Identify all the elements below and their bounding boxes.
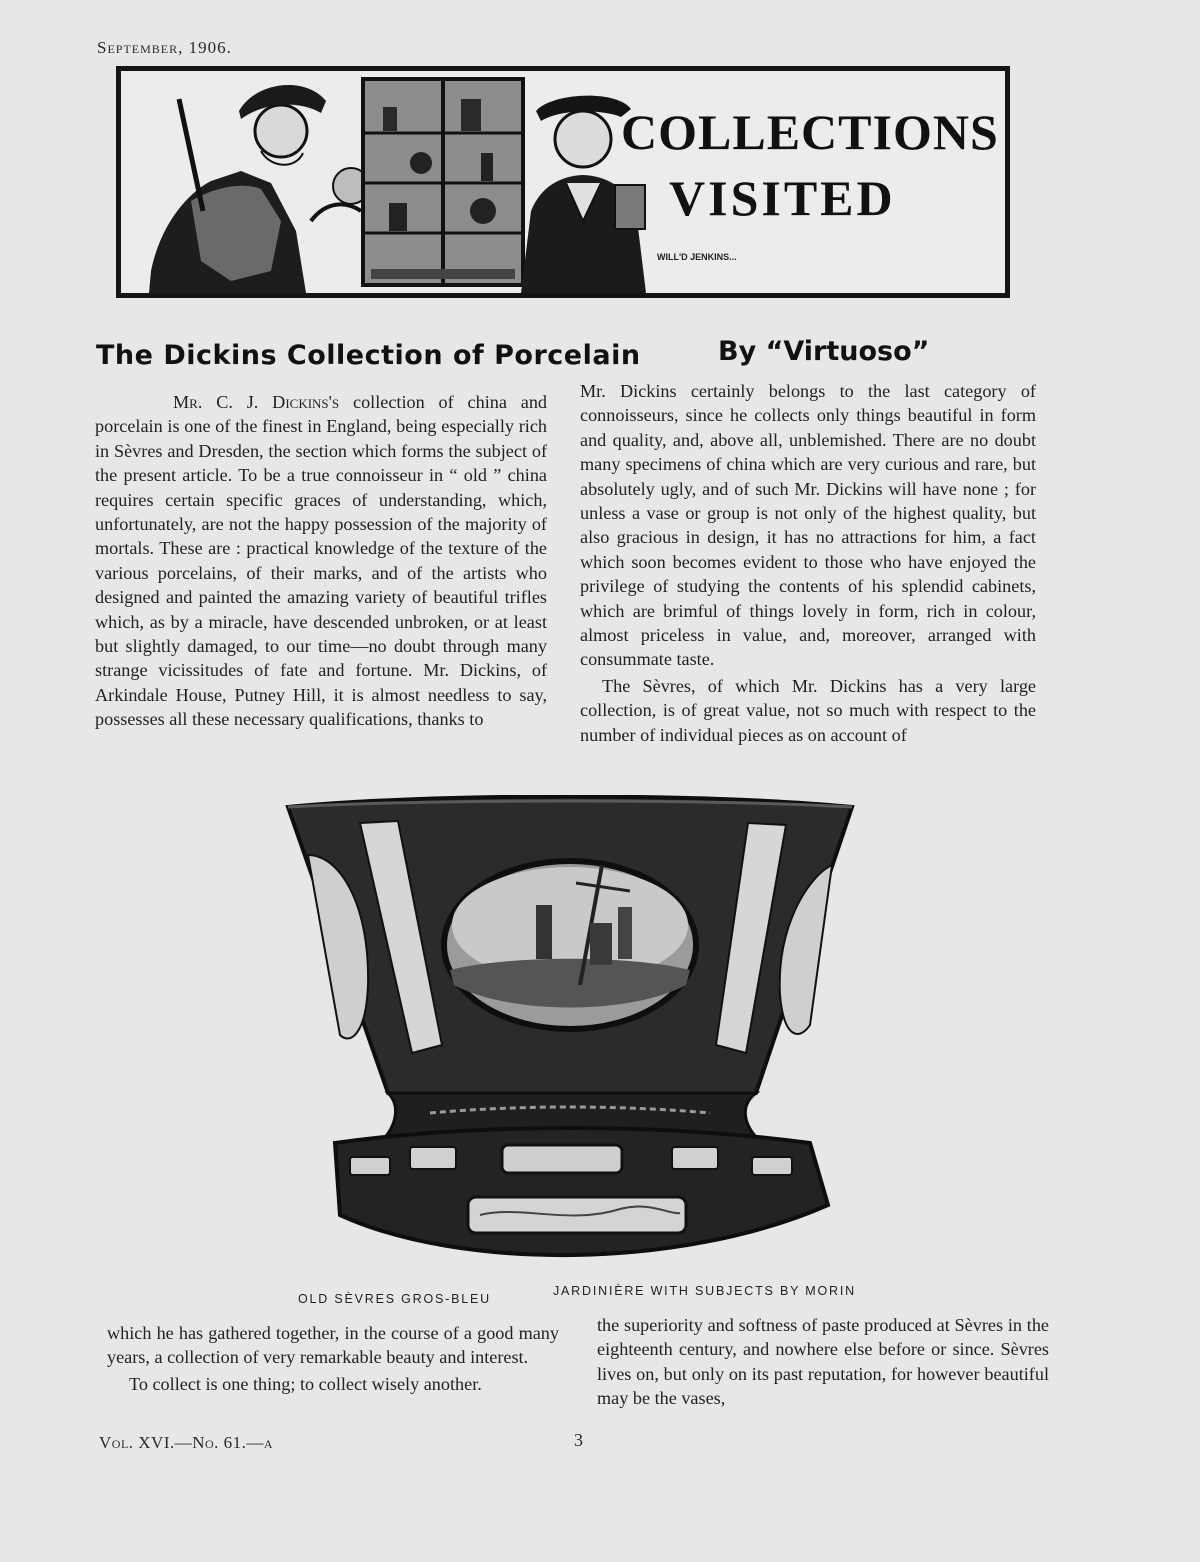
- article-title: The Dickins Collection of Porcelain: [96, 340, 641, 371]
- paragraph: The Sèvres, of which Mr. Dickins has a very large collection, is of great value, not so much with respect to the number of individual pieces as on account of: [580, 675, 1036, 745]
- gentleman-figure-illustration: [149, 85, 369, 293]
- article-column-left-top: [95, 390, 547, 732]
- article-byline: By “Virtuoso”: [718, 336, 930, 367]
- paragraph: the superiority and softness of paste produced at Sèvres in the eighteenth century, and nowhere else before or since. Sèvres lives on, but only on its past reputation, for however beautiful may be the vases,: [597, 1315, 1049, 1409]
- figure-caption-right: JARDINIÈRE WITH SUBJECTS BY MORIN: [553, 1284, 856, 1298]
- artist-signature: WILL'D JENKINS...: [657, 252, 737, 262]
- banner-title-line-2: VISITED: [669, 170, 896, 226]
- article-column-right-bottom: [597, 1313, 1049, 1411]
- article-column-right-top: [580, 379, 1036, 747]
- jardiniere-photo: [280, 795, 862, 1275]
- paragraph: which he has gathered together, in the course of a good many years, a collection of very remarkable beauty and interest.: [107, 1323, 559, 1368]
- dateline: September, 1906.: [97, 38, 232, 57]
- header-banner: [116, 66, 1010, 298]
- figure-caption-left: OLD SÈVRES GROS-BLEU: [298, 1292, 491, 1306]
- paragraph: Mr. Dickins certainly belongs to the last category of connoisseurs, since he collects only things beautiful in form and quality, and, above all, unblemished. There are no doubt many specimens of china which are very curious and rare, but absolutely ugly, and of such Mr. Dickins will have none ; for unless a vase or group is not only of the highest quality, but also gracious in design, it has no attractions for him, a fact which soon becomes evident to those who have enjoyed the privilege of studying the contents of his splendid cabinets, which are brimful of things lovely in form, rich in colour, almost priceless in value, and, moreover, arranged with consummate taste.: [580, 381, 1036, 670]
- paragraph: To collect is one thing; to collect wisely another.: [129, 1373, 482, 1394]
- page-number: 3: [574, 1430, 583, 1450]
- opening-text: collection of china and porcelain is one of the finest in England, being especially rich in Sèvres and Dresden, the section which forms the subject of the present article. To be a true connoisseur in “ old ” china requires certain specific graces of understanding, which, unfortunately, are not the happy possession of the majority of mortals. These are : practical knowledge of the texture of the various porcelains, of their marks, and of the artists who designed and painted the amazing variety of beautiful trifles which, as by a miracle, have descended unbroken, or at least but slightly damaged, to our time—no doubt through many strange vicissitudes of fate and fortune. Mr. Dickins, of Arkindale House, Putney Hill, it is almost needless to say, possesses all these necessary qualifications, thanks to: [95, 392, 548, 730]
- article-column-left-bottom: [107, 1321, 559, 1396]
- cabinet-illustration: [363, 79, 523, 285]
- opening-smallcaps: Mr. C. J. Dickins's: [173, 392, 340, 412]
- banner-title-line-1: COLLECTIONS: [621, 104, 999, 160]
- opening-paragraph: [95, 390, 547, 732]
- footer-volume: Vol. XVI.—No. 61.—a: [99, 1433, 274, 1452]
